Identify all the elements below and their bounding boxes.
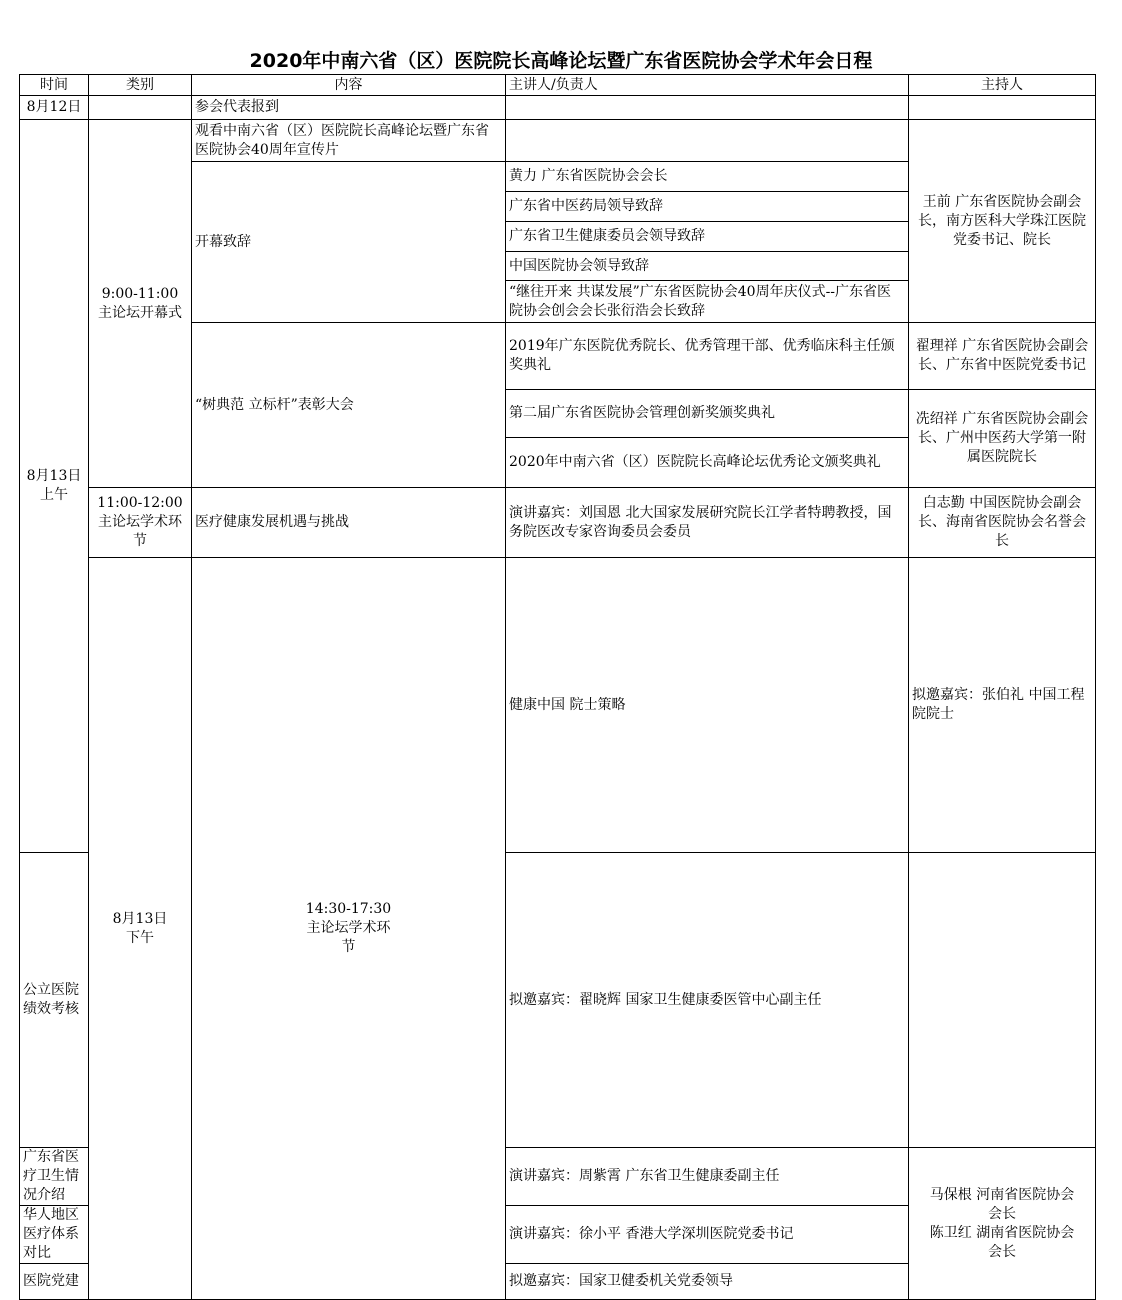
afternoon-content-5: 医院党建 — [20, 1264, 89, 1300]
morning-time-cell: 8月13日 上午 — [20, 120, 89, 853]
session1-category-cell: 9:00-11:00 主论坛开幕式 — [89, 120, 192, 488]
opening-speaker-2: 广东省中医药局领导致辞 — [506, 192, 909, 222]
header-category: 类别 — [89, 75, 192, 96]
opening-host: 王前 广东省医院协会副会长，南方医科大学珠江医院党委书记、院长 — [909, 120, 1096, 323]
award-host-1: 翟理祥 广东省医院协会副会长、广东省中医院党委书记 — [909, 323, 1096, 390]
afternoon-speaker-2: 拟邀嘉宾：翟晓辉 国家卫生健康委医管中心副主任 — [506, 853, 909, 1148]
video-speaker — [506, 120, 909, 162]
afternoon-speaker-4: 演讲嘉宾：徐小平 香港大学深圳医院党委书记 — [506, 1206, 909, 1264]
afternoon-host-2: 马保根 河南省医院协会 会长 陈卫红 湖南省医院协会 会长 — [909, 1148, 1096, 1300]
session2-content: 医疗健康发展机遇与挑战 — [192, 488, 506, 558]
afternoon-speaker-5: 拟邀嘉宾：国家卫健委机关党委领导 — [506, 1264, 909, 1300]
session2-host: 白志勤 中国医院协会副会长、海南省医院协会名誉会长 — [909, 488, 1096, 558]
aug12-time: 8月12日 — [20, 96, 89, 120]
video-content: 观看中南六省（区）医院院长高峰论坛暨广东省医院协会40周年宣传片 — [192, 120, 506, 162]
aug12-speaker — [506, 96, 909, 120]
afternoon-content-1: 健康中国 院士策略 — [506, 558, 909, 853]
afternoon-content-3: 广东省医疗卫生情况介绍 — [20, 1148, 89, 1206]
afternoon-speaker-1: 拟邀嘉宾：张伯礼 中国工程院院士 — [909, 558, 1096, 853]
award-host-2: 冼绍祥 广东省医院协会副会长、广州中医药大学第一附属医院院长 — [909, 390, 1096, 488]
opening-speaker-5: “继往开来 共谋发展”广东省医院协会40周年庆仪式--广东省医院协会创会会长张衍浩会长致辞 — [506, 281, 909, 323]
afternoon-time-cell: 8月13日 下午 — [89, 558, 192, 1300]
opening-content: 开幕致辞 — [192, 162, 506, 323]
session2-speaker: 演讲嘉宾：刘国恩 北大国家发展研究院长江学者特聘教授，国务院医改专家咨询委员会委员 — [506, 488, 909, 558]
header-content: 内容 — [192, 75, 506, 96]
header-time: 时间 — [20, 75, 89, 96]
opening-speaker-3: 广东省卫生健康委员会领导致辞 — [506, 222, 909, 252]
page-title: 2020年中南六省（区）医院院长高峰论坛暨广东省医院协会学术年会日程 — [249, 50, 873, 72]
award-item-2: 第二届广东省医院协会管理创新奖颁奖典礼 — [506, 390, 909, 438]
afternoon-content-2: 公立医院绩效考核 — [20, 853, 89, 1148]
award-item-3: 2020年中南六省（区）医院院长高峰论坛优秀论文颁奖典礼 — [506, 438, 909, 488]
afternoon-category-cell: 14:30-17:30 主论坛学术环 节 — [192, 558, 506, 1300]
opening-speaker-1: 黄力 广东省医院协会会长 — [506, 162, 909, 192]
schedule-table — [19, 74, 1096, 1300]
session2-category-cell: 11:00-12:00 主论坛学术环 节 — [89, 488, 192, 558]
opening-speaker-4: 中国医院协会领导致辞 — [506, 252, 909, 281]
aug12-content: 参会代表报到 — [192, 96, 506, 120]
aug12-category — [89, 96, 192, 120]
award-content: “树典范 立标杆”表彰大会 — [192, 323, 506, 488]
award-item-1: 2019年广东医院优秀院长、优秀管理干部、优秀临床科主任颁奖典礼 — [506, 323, 909, 390]
aug12-host — [909, 96, 1096, 120]
header-host: 主持人 — [909, 75, 1096, 96]
afternoon-content-4: 华人地区医疗体系对比 — [20, 1206, 89, 1264]
header-speaker: 主讲人/负责人 — [506, 75, 909, 96]
afternoon-speaker-3: 演讲嘉宾：周紫霄 广东省卫生健康委副主任 — [506, 1148, 909, 1206]
